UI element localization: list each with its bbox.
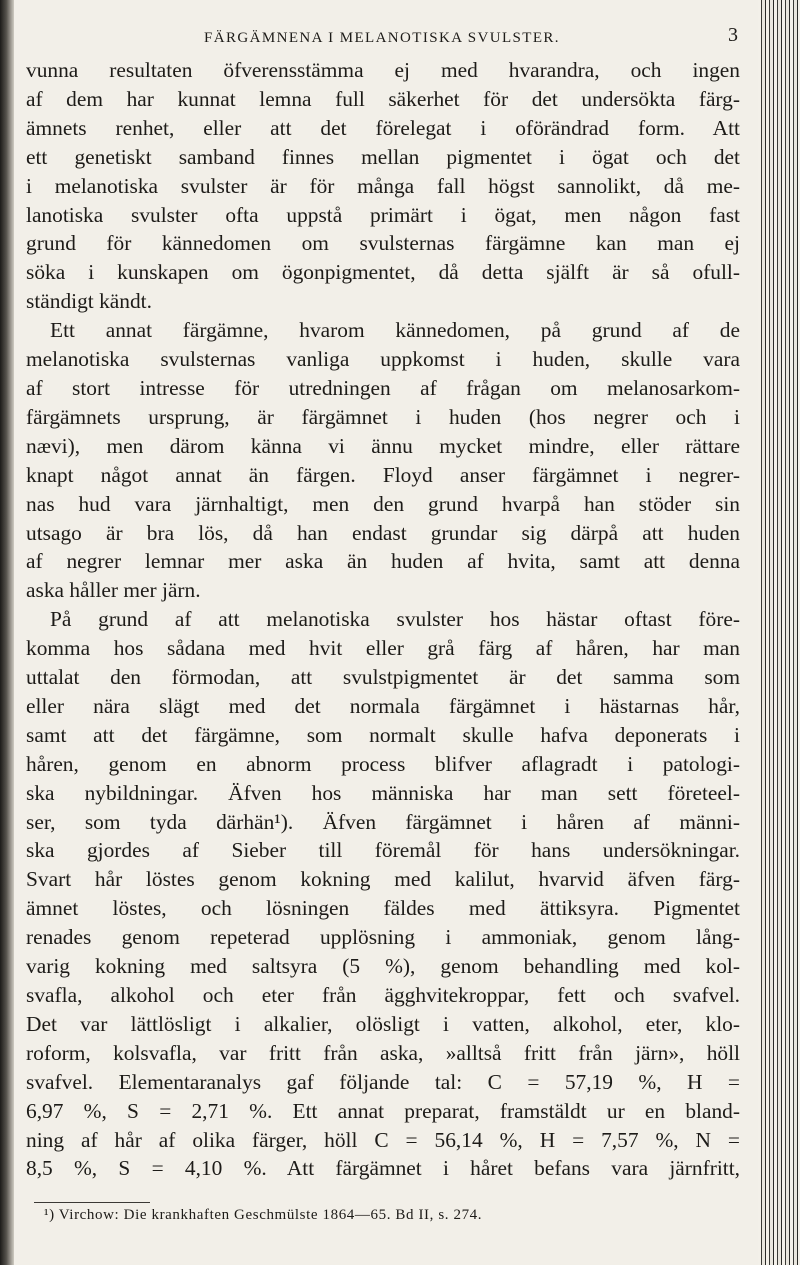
paragraph-start-line: På grund af att melanotiska svulster hos hästar oftast före-: [50, 607, 740, 632]
text-line: färgämnets ursprung, är färgämnet i huden (hos negrer och i: [26, 404, 740, 429]
paragraph-start-line: Ett annat färgämne, hvarom kännedomen, på grund af de: [50, 318, 740, 343]
text-line: komma hos sådana med hvit eller grå färg af håren, har man: [26, 636, 740, 661]
text-line: håren, genom en abnorm process blifver aflagradt i patologi-: [26, 751, 740, 776]
running-header: FÄRGÄMNENA I MELANOTISKA SVULSTER.: [204, 30, 560, 46]
text-line: af dem har kunnat lemna full säkerhet för det undersökta färg-: [26, 86, 740, 111]
text-line: melanotiska svulsternas vanliga uppkomst i huden, skulle vara: [26, 347, 740, 372]
text-line: söka i kunskapen om ögonpigmentet, då detta själft är så ofull-: [26, 260, 740, 285]
text-line: utsago är bra lös, då han endast grundar sig därpå att huden: [26, 520, 740, 545]
text-line: uttalat den förmodan, att svulstpigmentet är det samma som: [26, 665, 740, 690]
text-line: lanotiska svulster ofta uppstå primärt i ögat, men någon fast: [26, 202, 740, 227]
book-gutter-left: [0, 0, 14, 1265]
text-line: Det var lättlösligt i alkalier, olösligt i vatten, alkohol, eter, klo-: [26, 1011, 740, 1036]
text-line: svafla, alkohol och eter från ägghvitekroppar, fett och svafvel.: [26, 983, 740, 1007]
text-line: ämnets renhet, eller att det förelegat i oförändrad form. Att: [26, 115, 740, 140]
text-line: eller nära slägt med det normala färgämnet i hästarnas hår,: [26, 693, 740, 718]
body-text: [26, 56, 740, 1183]
text-line: ska nybildningar. Äfven hos människa har man sett företeel-: [26, 780, 740, 805]
text-line: ser, som tyda därhän¹). Äfven färgämnet i håren af männi-: [26, 809, 740, 834]
text-line: ständigt kändt.: [26, 289, 152, 314]
text-line: knapt något annat än färgen. Floyd anser färgämnet i negrer-: [26, 462, 740, 487]
text-line: ämnet löstes, och lösningen fäldes med ättiksyra. Pigmentet: [26, 896, 740, 921]
text-line: ska gjordes af Sieber till föremål för hans undersökningar.: [26, 838, 740, 863]
footnote-divider: [34, 1202, 150, 1203]
text-line: af stort intresse för utredningen af frågan om melanosarkom-: [26, 375, 740, 400]
page-number: 3: [728, 24, 738, 46]
text-line: 8,5 %, S = 4,10 %. Att färgämnet i håret befans vara järnfritt,: [26, 1156, 740, 1181]
text-line: 6,97 %, S = 2,71 %. Ett annat preparat, framstäldt ur en bland-: [26, 1098, 740, 1123]
text-line: nævi), men därom känna vi ännu mycket mindre, eller rättare: [26, 433, 740, 458]
text-line: aska håller mer järn.: [26, 578, 201, 603]
text-line: ning af hår af olika färger, höll C = 56,14 %, H = 7,57 %, N =: [26, 1127, 740, 1152]
text-line: roform, kolsvafla, var fritt från aska, »alltså fritt från järn», höll: [26, 1040, 740, 1065]
text-line: af negrer lemnar mer aska än huden af hvita, samt att denna: [26, 549, 740, 574]
footnote: ¹) Virchow: Die krankhaften Geschmülste 1864—65. Bd II, s. 274.: [44, 1207, 483, 1223]
text-line: ett genetiskt samband finnes mellan pigmentet i ögat och det: [26, 144, 740, 169]
text-line: renades genom repeterad upplösning i ammoniak, genom lång-: [26, 925, 740, 950]
text-line: nas hud vara järnhaltigt, men den grund hvarpå han stöder sin: [26, 491, 740, 516]
text-line: Svart hår löstes genom kokning med kalilut, hvarvid äfven färg-: [26, 867, 740, 892]
text-line: grund för kännedomen om svulsternas färgämne kan man ej: [26, 231, 740, 256]
text-line: svafvel. Elementaranalys gaf följande tal: C = 57,19 %, H =: [26, 1069, 740, 1094]
text-line: vunna resultaten öfverensstämma ej med hvarandra, och ingen: [26, 58, 740, 82]
text-line: i melanotiska svulster är för många fall högst sannolikt, då me-: [26, 173, 740, 198]
book-page-edges-right: [758, 0, 800, 1265]
text-line: varig kokning med saltsyra (5 %), genom behandling med kol-: [26, 954, 740, 979]
text-line: samt att det färgämne, som normalt skulle hafva deponerats i: [26, 722, 740, 747]
